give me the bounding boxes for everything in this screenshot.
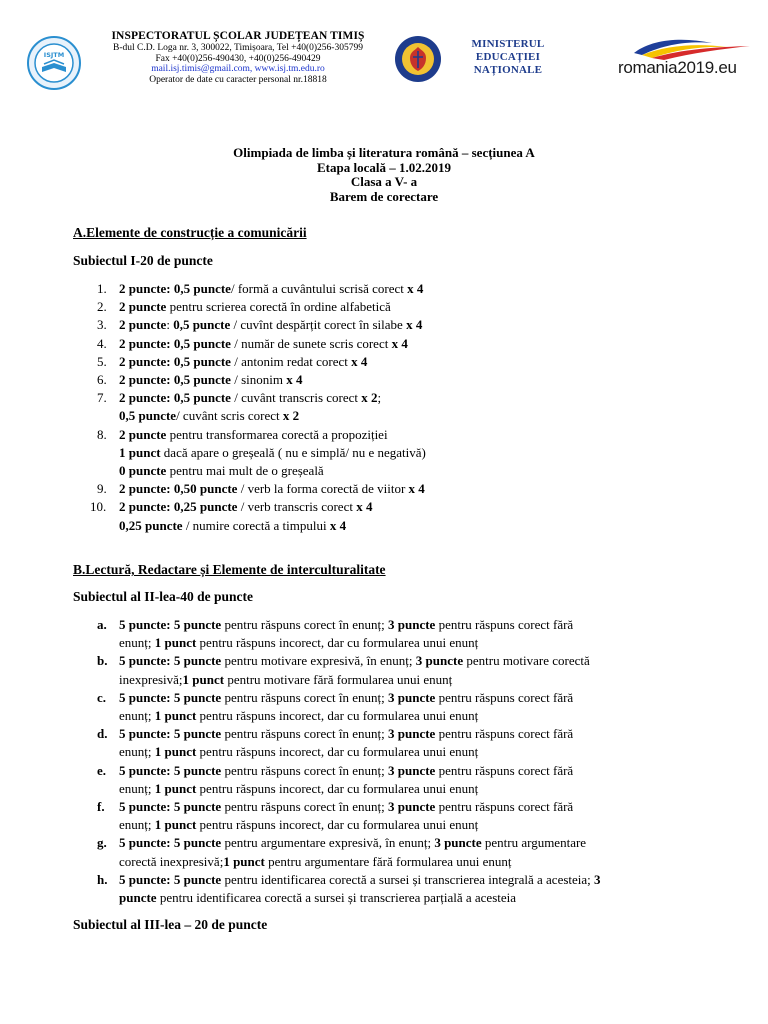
list-item: 7. 2 puncte: 0,5 puncte / cuvânt transcris corect x 2; 0,5 puncte/ cuvânt scris corect x 2 xyxy=(97,390,382,424)
document-title-block xyxy=(0,146,768,204)
ministry-line-1: MINISTERUL EDUCAȚIEI xyxy=(471,38,545,63)
title-line-3: Clasa a V- a xyxy=(350,174,418,189)
list-item: b. 5 puncte: 5 puncte pentru motivare expresivă, în enunț; 3 puncte pentru motivare corectă inexpresivă;1 punct pentru motivare fără formularea unui enunț xyxy=(97,653,590,687)
list-item: 6. 2 puncte: 0,5 puncte / sinonim x 4 xyxy=(97,372,303,388)
list-item: e. 5 puncte: 5 puncte pentru răspuns corect în enunț; 3 puncte pentru răspuns corect fără enunț; 1 punct pentru răspuns incorect, dar cu formularea unui enunț xyxy=(97,762,574,796)
romania-crest-icon xyxy=(394,32,442,86)
list-item: 1. 2 puncte: 0,5 puncte/ formă a cuvântului scrisă corect x 4 xyxy=(97,281,424,296)
list-item: 2. 2 puncte pentru scrierea corectă în ordine alfabetică xyxy=(97,299,391,315)
section-b-title: B.Lectură, Redactare și Elemente de interculturalitate xyxy=(73,562,386,577)
isj-operator: Operator de date cu caracter personal nr.18818 xyxy=(149,74,327,85)
document-header xyxy=(0,0,768,100)
title-line-2: Etapa locală – 1.02.2019 xyxy=(317,159,451,175)
subject-2-title: Subiectul al II-lea-40 de puncte xyxy=(73,589,254,604)
list-item: 9. 2 puncte: 0,50 puncte / verb la forma corectă de viitor x 4 xyxy=(97,481,425,497)
subject-1-title: Subiectul I-20 de puncte xyxy=(73,253,213,268)
isj-contact-block xyxy=(88,30,388,85)
subject-3-title: Subiectul al III-lea – 20 de puncte xyxy=(73,917,268,932)
list-item: g. 5 puncte: 5 puncte pentru argumentare expresivă, în enunț; 3 puncte pentru argumentare corectă inexpresivă;1 punct pentru argumentare fără formularea unui enunț xyxy=(97,835,587,869)
list-item: 4. 2 puncte: 0,5 puncte / număr de sunete scris corect x 4 xyxy=(97,335,408,351)
svg-text:ISJTM: ISJTM xyxy=(43,51,65,59)
isj-address: B-dul C.D. Loga nr. 3, 300022, Timișoara, Tel +40(0)256-305799 xyxy=(113,43,363,53)
list-item: 5. 2 puncte: 0,5 puncte / antonim redat corect x 4 xyxy=(97,353,368,369)
subject-2-list xyxy=(97,616,707,907)
isj-mail-link[interactable]: mail.isj.timis@gmail.com, www.isj.tm.edu.ro xyxy=(151,64,325,75)
ministry-name xyxy=(448,38,568,77)
subject-1-list xyxy=(90,280,697,535)
list-item: h. 5 puncte: 5 puncte pentru identificarea corectă a sursei și transcrierea integrală a acesteia; 3 puncte pentru identificarea corectă a sursei și transcrierea parțială a acesteia xyxy=(97,871,601,906)
romania2019-logo-text: romania2019.eu xyxy=(618,58,737,77)
isj-fax: Fax +40(0)256-490430, +40(0)256-490429 xyxy=(155,53,321,64)
isj-logo-icon xyxy=(27,36,81,90)
list-item: d. 5 puncte: 5 puncte pentru răspuns corect în enunț; 3 puncte pentru răspuns corect fără enunț; 1 punct pentru răspuns incorect, dar cu formularea unui enunț xyxy=(97,726,574,760)
title-line-1: Olimpiada de limba și literatura română – secțiunea A xyxy=(233,145,535,160)
isj-title: INSPECTORATUL ȘCOLAR JUDEȚEAN TIMIȘ xyxy=(111,30,365,42)
list-item: 8. 2 puncte pentru transformarea corectă a propoziției 1 punct dacă apare o greșeală ( nu e simplă/ nu e negativă) 0 puncte pentru mai mult de o greșeală xyxy=(97,426,426,479)
section-a-title: A.Elemente de construcție a comunicării xyxy=(73,225,307,240)
list-item: f. 5 puncte: 5 puncte pentru răspuns corect în enunț; 3 puncte pentru răspuns corect fără enunț; 1 punct pentru răspuns incorect, dar cu formularea unui enunț xyxy=(97,799,574,833)
list-item: 3. 2 puncte: 0,5 puncte / cuvînt despărțit corect în silabe x 4 xyxy=(97,317,423,333)
ministry-line-2: NAȚIONALE xyxy=(473,64,543,76)
list-item: c. 5 puncte: 5 puncte pentru răspuns corect în enunț; 3 puncte pentru răspuns corect fără enunț; 1 punct pentru răspuns incorect, dar cu formularea unui enunț xyxy=(97,689,574,724)
list-item: a. 5 puncte: 5 puncte pentru răspuns corect în enunț; 3 puncte pentru răspuns corect fără enunț; 1 punct pentru răspuns incorect, dar cu formularea unui enunț xyxy=(97,617,574,651)
list-item: 10. 2 puncte: 0,25 puncte / verb transcris corect x 4 0,25 puncte / numire corectă a timpului x 4 xyxy=(90,499,373,533)
title-line-4: Barem de corectare xyxy=(329,188,439,204)
